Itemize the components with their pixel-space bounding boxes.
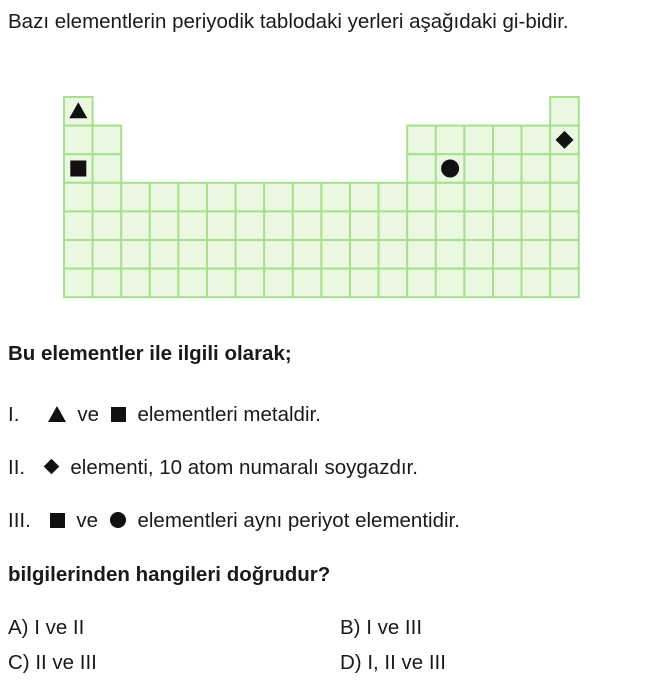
- table-cell: [93, 126, 122, 155]
- table-cell: [407, 154, 436, 183]
- table-cell: [121, 183, 150, 212]
- table-cell: [321, 211, 350, 240]
- table-cell: [178, 269, 207, 298]
- table-cell: [407, 269, 436, 298]
- question-text: bilgilerinden hangileri doğrudur?: [8, 563, 331, 586]
- statements-heading: Bu elementler ile ilgili olarak;: [8, 342, 292, 365]
- table-cell: [550, 154, 579, 183]
- table-cell: [264, 183, 293, 212]
- table-cell: [522, 211, 551, 240]
- table-cell: [236, 269, 265, 298]
- table-cell: [550, 269, 579, 298]
- table-cell: [321, 269, 350, 298]
- table-cell: [436, 269, 465, 298]
- table-cell: [93, 211, 122, 240]
- table-cell: [464, 240, 493, 269]
- table-cell: [293, 183, 322, 212]
- triangle-icon: [48, 406, 66, 422]
- table-cell: [64, 211, 93, 240]
- table-cell: [350, 240, 379, 269]
- statement-connector: ve: [76, 509, 99, 532]
- table-cell: [93, 240, 122, 269]
- table-cell: [264, 269, 293, 298]
- circle-icon: [441, 160, 459, 178]
- table-cell: [293, 211, 322, 240]
- table-cell: [64, 126, 93, 155]
- table-cell: [464, 183, 493, 212]
- diamond-icon: [43, 459, 59, 475]
- statement-2: [8, 456, 418, 480]
- statement-text: elementleri metaldir.: [137, 403, 321, 426]
- statement-number: III.: [8, 509, 31, 532]
- table-cell: [121, 269, 150, 298]
- table-cell: [350, 269, 379, 298]
- option-b[interactable]: B) I ve III: [340, 616, 423, 639]
- table-cell: [436, 240, 465, 269]
- table-cell: [121, 211, 150, 240]
- table-cell: [64, 240, 93, 269]
- table-cell: [464, 269, 493, 298]
- table-cell: [93, 154, 122, 183]
- table-cell: [464, 154, 493, 183]
- intro-line: Bazı elementlerin periyodik tablodaki yerleri aşağıdaki gi-bidir.: [8, 10, 569, 33]
- table-cell: [379, 211, 408, 240]
- table-cell: [493, 183, 522, 212]
- table-cell: [264, 240, 293, 269]
- table-cell: [407, 126, 436, 155]
- statement-number: II.: [8, 456, 26, 479]
- table-cell: [293, 240, 322, 269]
- option-d[interactable]: D) I, II ve III: [340, 651, 446, 674]
- table-cell: [178, 183, 207, 212]
- statement-number: I.: [8, 403, 20, 426]
- table-cell: [550, 211, 579, 240]
- table-cell: [264, 211, 293, 240]
- table-cell: [93, 269, 122, 298]
- table-cell: [493, 126, 522, 155]
- statement-text: elementleri aynı periyot elementidir.: [137, 509, 460, 532]
- table-cell: [236, 240, 265, 269]
- table-cell: [64, 269, 93, 298]
- statement-text: elementi, 10 atom numaralı soygazdır.: [70, 456, 418, 479]
- table-cell: [236, 183, 265, 212]
- statement-connector: ve: [77, 403, 100, 426]
- statement-3: [8, 509, 460, 533]
- table-cell: [150, 269, 179, 298]
- table-cell: [236, 211, 265, 240]
- table-cell: [522, 126, 551, 155]
- table-cell: [493, 154, 522, 183]
- option-c[interactable]: C) II ve III: [8, 651, 97, 674]
- table-cell: [550, 183, 579, 212]
- square-icon: [50, 513, 65, 528]
- table-cell: [207, 183, 236, 212]
- table-cell: [522, 240, 551, 269]
- table-cell: [522, 154, 551, 183]
- table-cell: [407, 240, 436, 269]
- table-cell: [350, 211, 379, 240]
- square-icon: [111, 407, 126, 422]
- table-cell: [379, 183, 408, 212]
- square-icon: [70, 161, 86, 177]
- table-cell: [436, 126, 465, 155]
- table-cell: [150, 183, 179, 212]
- table-cell: [493, 211, 522, 240]
- option-a[interactable]: A) I ve II: [8, 616, 85, 639]
- table-cell: [93, 183, 122, 212]
- table-cell: [150, 211, 179, 240]
- table-cell: [178, 240, 207, 269]
- table-cell: [207, 269, 236, 298]
- table-cell: [178, 211, 207, 240]
- circle-icon: [110, 512, 126, 528]
- table-cell: [436, 183, 465, 212]
- table-cell: [321, 240, 350, 269]
- table-cell: [350, 183, 379, 212]
- statement-1: [8, 403, 321, 427]
- table-cell: [207, 240, 236, 269]
- table-cell: [464, 126, 493, 155]
- table-cell: [379, 240, 408, 269]
- table-cell: [493, 240, 522, 269]
- table-cell: [293, 269, 322, 298]
- table-cell: [121, 240, 150, 269]
- table-cell: [379, 269, 408, 298]
- table-cell: [64, 183, 93, 212]
- table-cell: [522, 183, 551, 212]
- table-cell: [436, 211, 465, 240]
- table-cell: [522, 269, 551, 298]
- table-cell: [407, 211, 436, 240]
- table-cell: [550, 240, 579, 269]
- table-cell: [321, 183, 350, 212]
- periodic-table-diagram: [0, 0, 645, 310]
- table-cell: [464, 211, 493, 240]
- table-cell: [493, 269, 522, 298]
- table-cell: [550, 97, 579, 126]
- table-cell: [150, 240, 179, 269]
- table-cell: [207, 211, 236, 240]
- table-cell: [407, 183, 436, 212]
